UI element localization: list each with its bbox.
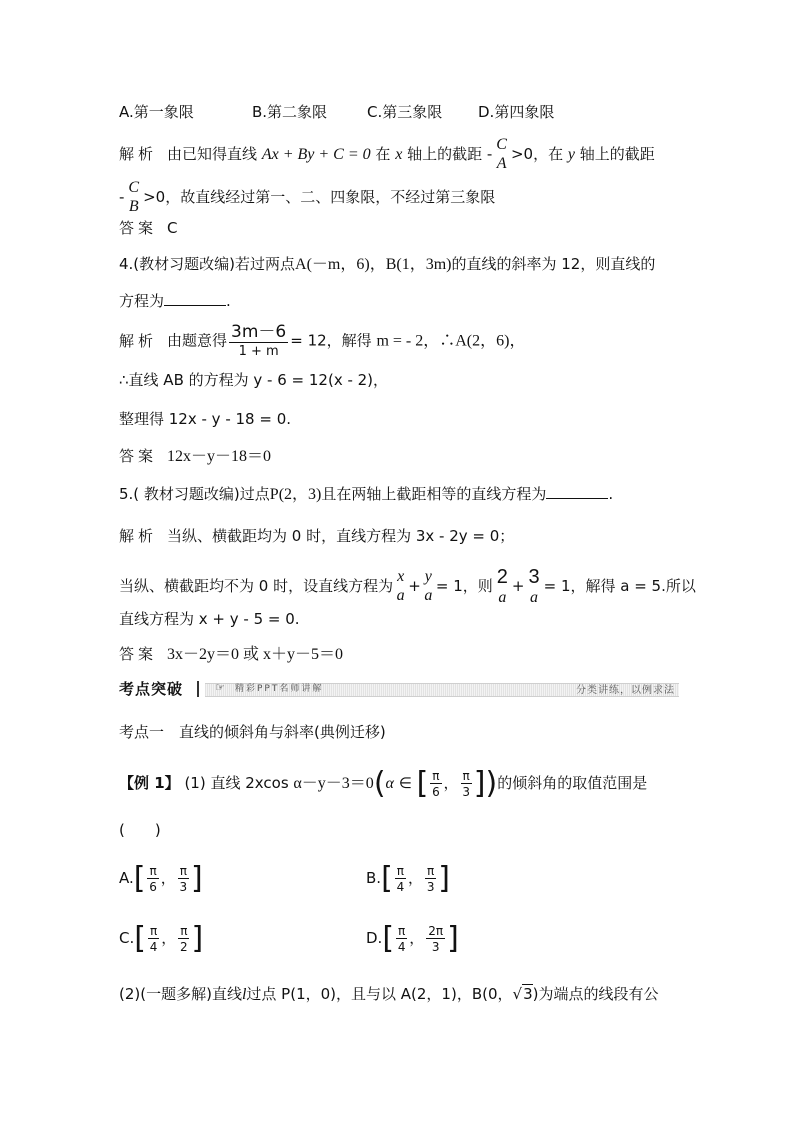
q4-question-line1: 4.(教材习题改编)若过两点A(－m，6)，B(1，3m)的直线的斜率为 12，则直线的 [119, 255, 656, 273]
q5-answer: 答案 3x－2y＝0 或 x＋y－5＝0 [119, 645, 344, 663]
pointing-hand-icon: ☞ [215, 681, 225, 694]
q4-answer: 答案 12x－y－18＝0 [119, 447, 272, 465]
section-tagline: 分类讲练，以例求法 [576, 685, 675, 696]
option-b: B.第二象限 [252, 103, 328, 121]
fraction-c-over-b: C B [128, 179, 140, 215]
answer-label: 答案 [119, 219, 158, 237]
option-c: C.第三象限 [367, 103, 443, 121]
q5-solution-line1: 解析 当纵、横截距均为 0 时，直线方程为 3x - 2y = 0； [119, 527, 515, 545]
fraction-2-over-a: 2 a [496, 566, 508, 606]
answer-blank [164, 291, 226, 306]
fraction-pi-over-3: $\frac{\pi}{3}$ [462, 768, 470, 799]
fraction-y-over-a: y a [424, 568, 433, 604]
answer-label: 答案 [119, 447, 158, 465]
q3-solution-line1: 解析 由已知得直线 Ax + By + C = 0 在 x 轴上的截距 - C A >0，在 y 轴上的截距 [119, 136, 655, 172]
fraction-pi-over-6: $\frac{\pi}{6}$ [432, 768, 440, 799]
section-bar [119, 678, 679, 700]
point-title: 考点一 直线的倾斜角与斜率(典例迁移) [119, 723, 386, 741]
q5-solution-line3: 直线方程为 x + y - 5 = 0. [119, 610, 300, 628]
solution-label: 解析 [119, 527, 158, 545]
example-option-b: B.[ $\frac{\pi}{4}$ ， $\frac{\pi}{3}$ ] [366, 860, 450, 896]
q4-question-line2: 方程为 . [119, 292, 231, 310]
example-option-c: C.[ $\frac{\pi}{4}$ ， $\frac{\pi}{2}$ ] [119, 920, 204, 956]
solution-label: 解析 [119, 145, 158, 163]
q4-solution-line1: 解析 由题意得 $\frac{3m-6}{1 + m}$ = 12，解得 m = - 2，∴A(2，6)， [119, 322, 526, 359]
q3-solution-line2: - C B >0，故直线经过第一、二、四象限，不经过第三象限 [119, 179, 496, 215]
example1-question: 【例 1】 (1) 直线 2xcos α－y－3＝0(α ∈ [ $\frac{\pi}{6}$ ， $\frac{\pi}{3}$ ])的倾斜角的取值范围是 [119, 765, 648, 801]
fraction-x-over-a: x a [396, 568, 405, 604]
example1-part2: (2)(一题多解)直线l过点 P(1，0)，且与以 A(2，1)，B(0，√3)为端点的线段有公 [119, 985, 659, 1003]
example-label: 【例 1】 [119, 774, 180, 792]
option-d: D.第四象限 [478, 103, 555, 121]
fraction-c-over-a: C A [496, 136, 507, 172]
section-divider [197, 681, 199, 697]
choice-paren: ( ) [119, 821, 161, 839]
q5-solution-line2: 当纵、横截距均不为 0 时，设直线方程为 x a + y a = 1，则 2 a + 3 a = 1，解得 a = 5.所以 [119, 566, 696, 606]
example-option-d: D.[ $\frac{\pi}{4}$ ， $\frac{2\pi}{3}$ ] [366, 920, 459, 956]
q4-solution-line3: 整理得 12x - y - 18 = 0. [119, 410, 292, 428]
example-option-a: A.[ $\frac{\pi}{6}$ ， $\frac{\pi}{3}$ ] [119, 860, 203, 896]
q3-answer: 答案 C [119, 219, 178, 237]
section-subtitle: 精彩PPT名师讲解 [235, 684, 324, 694]
q4-solution-line2: ∴直线 AB 的方程为 y - 6 = 12(x - 2)， [119, 371, 389, 389]
section-title: 考点突破 [119, 680, 184, 698]
fraction-slope: $\frac{3m-6}{1 + m}$ [231, 322, 287, 359]
option-a: A.第一象限 [119, 103, 194, 121]
fraction-3-over-a: 3 a [528, 566, 540, 606]
answer-blank [546, 484, 608, 499]
solution-label: 解析 [119, 331, 158, 350]
q5-question: 5.( 教材习题改编)过点P(2，3)且在两轴上截距相等的直线方程为 . [119, 485, 614, 503]
answer-label: 答案 [119, 645, 158, 663]
